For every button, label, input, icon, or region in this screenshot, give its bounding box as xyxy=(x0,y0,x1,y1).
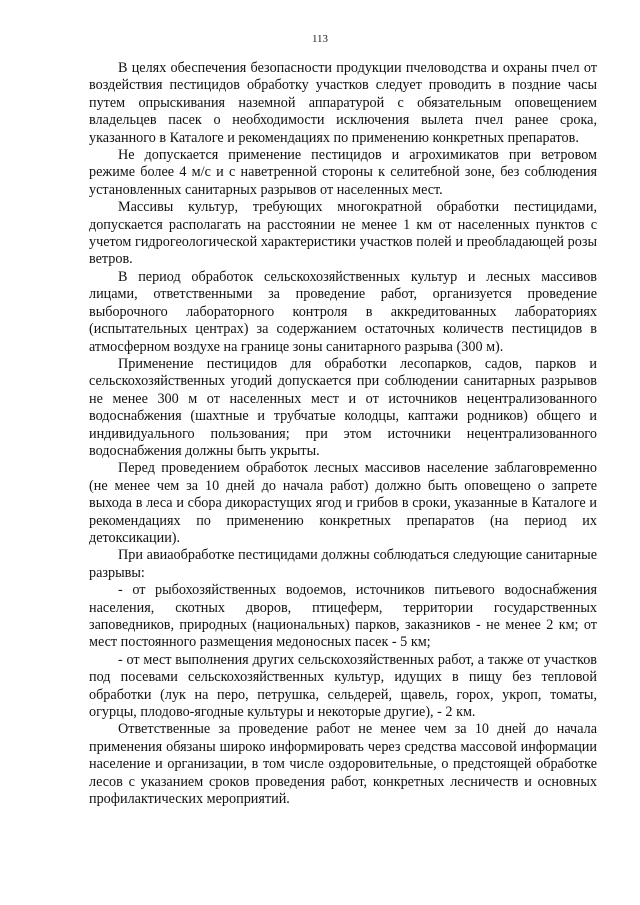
page-number: 113 xyxy=(311,33,329,45)
list-item-water-bodies: - от рыбохозяйственных водоемов, источников питьевого водоснабжения населения, скотных дворов, птицеферм, территории государственных заповедников, природных (национальных) парков, заказников - не менее 2 км; от мест постоянного размещения медоносных пасек - 5 км; xyxy=(89,582,597,651)
document-body xyxy=(89,60,597,808)
paragraph-crop-distance: Массивы культур, требующих многократной обработки пестицидами, допускается располагать на расстоянии не менее 1 км от населенных пунктов с учетом гидрогеологической характеристики участков полей и преобладающей розы ветров. xyxy=(89,199,597,268)
paragraph-aerial-gaps: При авиаобработке пестицидами должны соблюдаться следующие санитарные разрывы: xyxy=(89,547,597,581)
paragraph-park-treatment: Применение пестицидов для обработки лесопарков, садов, парков и сельскохозяйственных угодий допускается при соблюдении санитарных разрывов не менее 300 м от населенных мест и от источников нецентрализованного водоснабжения (шахтные и трубчатые колодцы, каптажи родников) общего и индивидуального пользования; при этом источники нецентрализованного водоснабжения должны быть укрыты. xyxy=(89,355,597,459)
paragraph-wind-restriction: Не допускается применение пестицидов и агрохимикатов при ветровом режиме более 4 м/с и с наветренной стороны к селитебной зоне, без соблюдения установленных санитарных разрывов от населенных мест. xyxy=(89,147,597,198)
list-item-other-works: - от мест выполнения других сельскохозяйственных работ, а также от участков под посевами сельскохозяйственных культур, идущих в пищу без тепловой обработки (лук на перо, петрушка, сельдерей, щавель, горох, укроп, томаты, огурцы, плодово-ягодные культуры и некоторые другие), - 2 км. xyxy=(89,651,597,721)
paragraph-population-notice: Перед проведением обработок лесных массивов население заблаговременно (не менее чем за 10 дней до начала работ) должно быть оповещено о запрете выхода в леса и сбора дикорастущих ягод и грибов в сроки, указанные в Каталоге и рекомендациях по применению конкретных препаратов (на период их детоксикации). xyxy=(89,460,597,546)
paragraph-responsible-info: Ответственные за проведение работ не менее чем за 10 дней до начала применения обязаны широко информировать через средства массовой информации население и организации, в том числе оздоровительные, о предстоящей обработке лесов с указанием сроков проведения работ, конкретных лесничеств и основных профилактических мероприятий. xyxy=(89,721,597,808)
paragraph-lab-control: В период обработок сельскохозяйственных культур и лесных массивов лицами, ответственными за проведение работ, организуется проведение выборочного лабораторного контроля в аккредитованных лабораториях (испытательных центрах) за содержанием остаточных количеств пестицидов в атмосферном воздухе на границе зоны санитарного разрыва (300 м). xyxy=(89,268,597,355)
paragraph-bee-protection: В целях обеспечения безопасности продукции пчеловодства и охраны пчел от воздействия пестицидов обработку участков следует проводить в поздние часы путем опрыскивания наземной аппаратурой с обязательным оповещением владельцев пасек о необходимости исключения вылета пчел ранее срока, указанного в Каталоге и рекомендациях по применению конкретных препаратов. xyxy=(89,60,597,146)
